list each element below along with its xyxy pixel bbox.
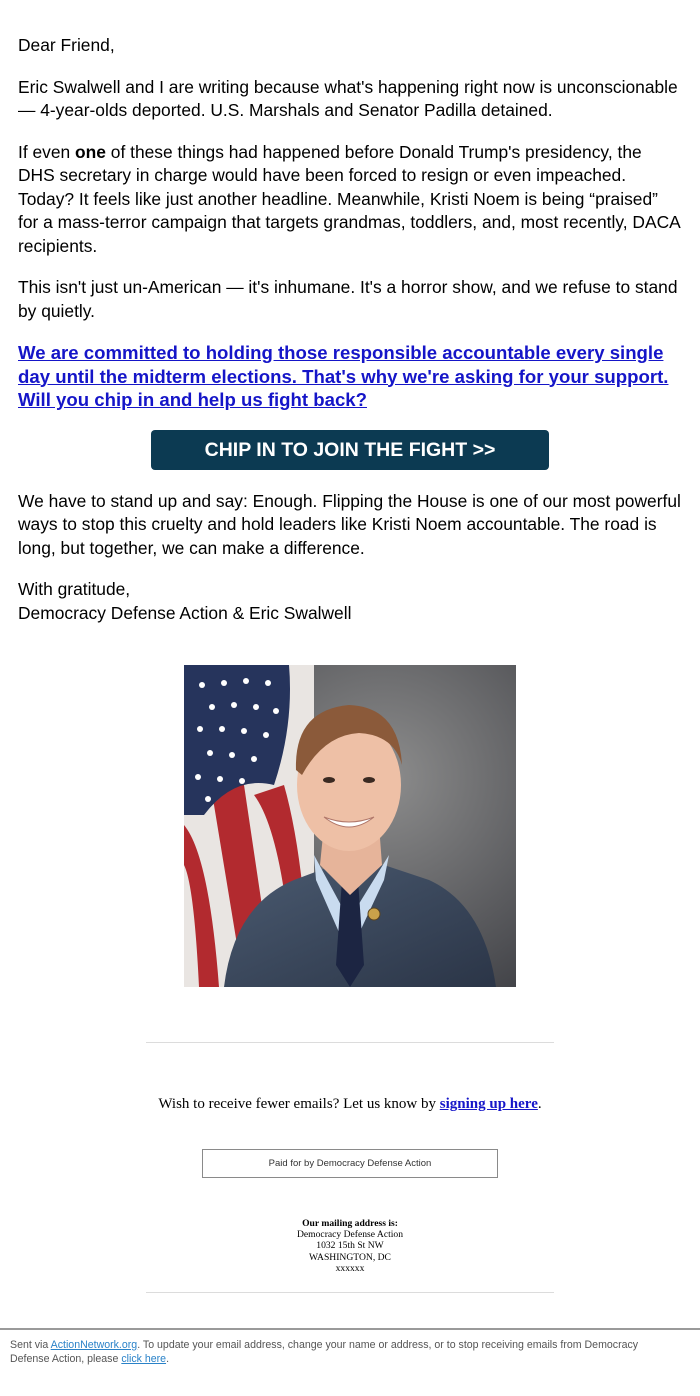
paragraph-2-prefix: If even bbox=[18, 141, 76, 162]
mailing-address bbox=[0, 1218, 700, 1274]
paragraph-1: Eric Swalwell and I are writing because what's happening right now is unconscionable — 4-year-olds deported. U.S. Marshals and Senator Padilla detained. bbox=[18, 76, 678, 120]
mailing-line: WASHINGTON, DC bbox=[309, 1251, 391, 1263]
chip-in-button[interactable]: CHIP IN TO JOIN THE FIGHT >> bbox=[151, 430, 549, 470]
divider-top bbox=[146, 1042, 554, 1043]
signing-up-link[interactable]: signing up here bbox=[439, 1096, 538, 1112]
mailing-line: xxxxxx bbox=[335, 1262, 365, 1274]
mailing-line: 1032 15th St NW bbox=[316, 1240, 384, 1252]
unsubscribe-link[interactable]: click here bbox=[121, 1352, 167, 1365]
footer-note bbox=[10, 1339, 680, 1366]
mailing-line: Democracy Defense Action bbox=[296, 1229, 404, 1241]
paragraph-4: We have to stand up and say: Enough. Flipping the House is one of our most powerful ways to stop this cruelty and hold leaders like Kristi Noem accountable. The road is long, but together, we can make a difference. bbox=[18, 490, 681, 558]
greeting: Dear Friend, bbox=[18, 35, 115, 55]
closing bbox=[18, 578, 682, 625]
footer-sent-suffix: . bbox=[166, 1352, 170, 1365]
fewer-emails-text: Wish to receive fewer emails? Let us know by bbox=[158, 1096, 440, 1112]
actionnetwork-link[interactable]: ActionNetwork.org bbox=[50, 1339, 138, 1351]
fewer-emails-suffix: . bbox=[537, 1096, 542, 1112]
paragraph-2 bbox=[18, 141, 682, 259]
paid-for-disclaimer: Paid for by Democracy Defense Action bbox=[202, 1149, 498, 1178]
mailing-heading: Our mailing address is: bbox=[302, 1218, 398, 1229]
footer-sent-prefix: Sent via bbox=[10, 1339, 51, 1351]
closing-line: With gratitude, bbox=[18, 579, 131, 599]
divider-bottom bbox=[146, 1292, 554, 1293]
portrait-photo bbox=[184, 665, 516, 987]
email-body bbox=[18, 34, 682, 625]
fewer-emails-notice bbox=[0, 1096, 700, 1113]
donate-cta-link[interactable]: We are committed to holding those responsible accountable every single day until the midterm elections. That's why we're asking for your support. Will you chip in and help us fight back? bbox=[18, 342, 669, 410]
paragraph-3: This isn't just un-American — it's inhumane. It's a horror show, and we refuse to stand by quietly. bbox=[18, 277, 678, 321]
signature: Democracy Defense Action & Eric Swalwell bbox=[18, 602, 352, 623]
footer-sent-middle: . To update your email address, change your name or address, or to stop receiving emails from Democracy Defense Action, please bbox=[10, 1339, 639, 1365]
paragraph-2-bold: one bbox=[75, 141, 106, 162]
button-wrapper bbox=[18, 430, 682, 470]
footer-separator bbox=[0, 1328, 700, 1330]
paragraph-2-suffix: of these things had happened before Donald Trump's presidency, the DHS secretary in charge would have been forced to resign or even impeached. Today? It feels like just another headline. Meanwhile, Kristi Noem is being “praised” for a mass-terror campaign that targets grandmas, toddlers, and, most recently, DACA recipients. bbox=[18, 141, 680, 256]
